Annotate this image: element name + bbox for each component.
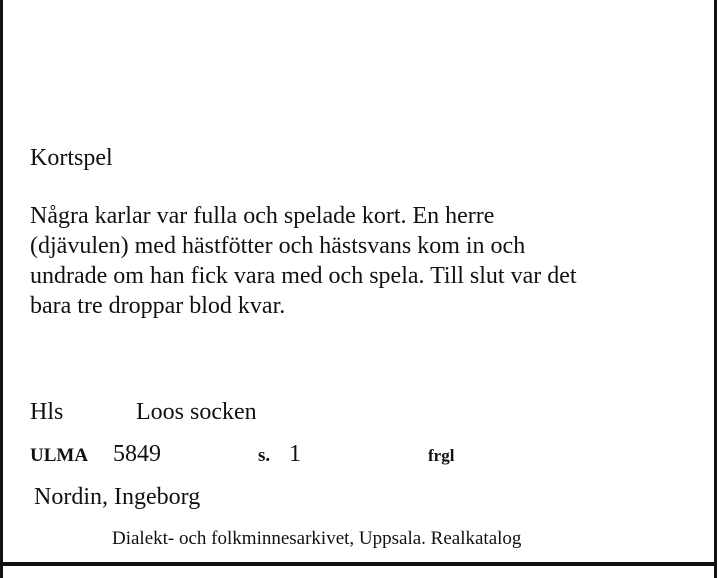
body-line: Några karlar var fulla och spelade kort. En herre bbox=[30, 203, 495, 229]
archive-code: ULMA bbox=[30, 445, 89, 466]
parish-name: Loos socken bbox=[136, 399, 257, 425]
body-line: bara tre droppar blod kvar. bbox=[30, 293, 286, 319]
body-line: (djävulen) med hästfötter och hästsvans kom in och bbox=[30, 233, 526, 259]
page-number: 1 bbox=[289, 441, 301, 467]
page-label: s. bbox=[258, 445, 271, 466]
archive-name: Dialekt- och folkminnesarkivet, Uppsala. Realkatalog bbox=[112, 528, 522, 549]
region-code: Hls bbox=[30, 399, 64, 425]
card-border-left bbox=[0, 0, 3, 578]
body-line: undrade om han fick vara med och spela. Till slut var det bbox=[30, 263, 577, 289]
record-number: 5849 bbox=[113, 441, 161, 467]
card-body bbox=[30, 201, 690, 321]
category-code: frgl bbox=[428, 446, 455, 465]
card-border-bottom bbox=[0, 562, 717, 566]
informant-name: Nordin, Ingeborg bbox=[34, 484, 201, 510]
card-border-right bbox=[714, 0, 717, 578]
card-title: Kortspel bbox=[30, 145, 113, 171]
